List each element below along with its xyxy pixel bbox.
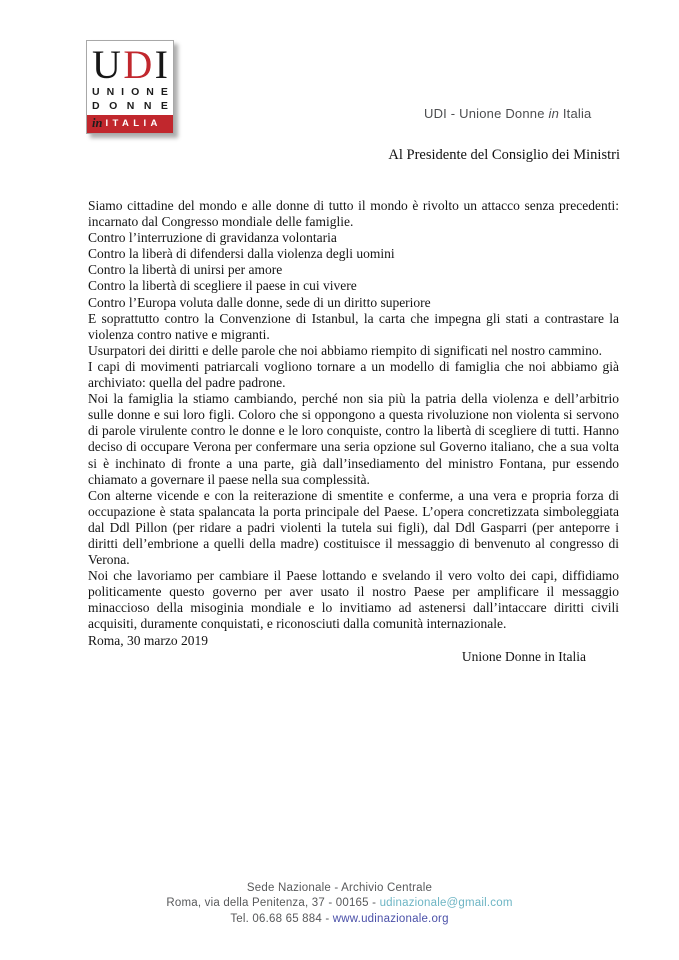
letter-body: [88, 198, 619, 665]
addressee-line: Al Presidente del Consiglio dei Ministri: [388, 147, 620, 163]
org-name-prefix: UDI - Unione Donne: [424, 106, 549, 121]
footer-line-3: [0, 912, 679, 927]
udi-logo-banner-in: in: [92, 116, 103, 130]
letter-paragraph: E soprattutto contro la Convenzione di Istanbul, la carta che impegna gli stati a contrastare la violenza contro native e migranti.: [88, 310, 619, 342]
org-name-suffix: Italia: [559, 106, 592, 121]
letter-paragraph: Siamo cittadine del mondo e alle donne di tutto il mondo è rivolto un attacco senza precedenti: incarnato dal Congresso mondiale delle famiglie.: [88, 198, 619, 230]
letter-paragraph: Contro la liberà di difendersi dalla violenza degli uomini: [88, 246, 395, 262]
udi-logo-unione: UNIONE: [92, 86, 175, 98]
udi-logo-banner: [87, 115, 173, 133]
letter-footer: [0, 881, 679, 927]
letter-date: Roma, 30 marzo 2019: [88, 632, 208, 648]
email-link[interactable]: udinazionale@gmail.com: [379, 897, 513, 910]
udi-logo-letter-u: U: [92, 42, 121, 87]
org-name-italic: in: [548, 106, 560, 121]
letter-paragraph: Contro la libertà di scegliere il paese in cui vivere: [88, 278, 357, 294]
footer-line-2: [0, 896, 679, 911]
letter-paragraph: Con alterne vicende e con la reiterazione di smentite e conferme, a una vera e propria forza di occupazione è stata spalancata la porta principale del Paese. L’opera concretizzata simboleggiata dal Ddl Pillon (per ridare a padri violenti la tutela sui figli), dal Ddl Gasparri (per anteporre i diritti dell’embrione a quelli della madre) costituisce il messaggio di benvenuto al congresso di Verona.: [88, 487, 619, 568]
footer-phone: Tel. 06.68 65 884 -: [230, 912, 333, 925]
udi-logo-letter-i: I: [154, 42, 168, 87]
udi-logo-donne: DONNE: [92, 99, 178, 112]
udi-logo-acronym: [92, 44, 168, 86]
udi-logo-letter-d: D: [123, 42, 153, 87]
footer-address: Roma, via della Penitenza, 37 - 00165 -: [166, 897, 380, 910]
udi-logo: [86, 40, 178, 134]
udi-logo-banner-italia: ITALIA: [105, 118, 162, 129]
letter-signature: Unione Donne in Italia: [461, 648, 586, 664]
website-link[interactable]: www.udinazionale.org: [332, 912, 449, 925]
letter-paragraph: Contro l’Europa voluta dalle donne, sede di un diritto superiore: [88, 294, 431, 310]
org-name-line: [424, 106, 592, 121]
letter-paragraph: I capi di movimenti patriarcali vogliono tornare a un modello di famiglia che noi abbiamo già archiviato: quella del padre padrone.: [88, 358, 619, 391]
letter-paragraph: Contro la libertà di unirsi per amore: [88, 262, 283, 278]
letter-paragraph: Noi la famiglia la stiamo cambiando, perché non sia più la patria della violenza e dell’arbitrio sulle donne e sui loro figli. Coloro che si oppongono a questa rivoluzione non violenta si servono di parole virulente contro le donne e le loro conquiste, contro la libertà di scegliere di tutti. Hanno deciso di occupare Verona per confermare una seria opzione sul Governo italiano, che a sua volta si è inchinato di fronte a una parte, già dall’insediamento del ministro Fontana, pur essendo chiamato a governare il paese nella sua complessità.: [88, 391, 619, 487]
letter-paragraph: Noi che lavoriamo per cambiare il Paese lottando e svelando il vero volto dei capi, diffidiamo politicamente questo governo per aver usato il nostro Paese per amplificare il messaggio minaccioso della misoginia mondiale e lo invitiamo ad astenersi dall’intaccare diritti civili acquisiti, duramente conquistati, e riconosciuti dalla comunità internazionale.: [88, 568, 619, 632]
letter-paragraph: Usurpatori dei diritti e delle parole che noi abbiamo riempito di significati nel nostro cammino.: [88, 342, 602, 358]
letter-paragraph: Contro l’interruzione di gravidanza volontaria: [88, 230, 337, 246]
footer-line-1: Sede Nazionale - Archivio Centrale: [246, 882, 433, 894]
